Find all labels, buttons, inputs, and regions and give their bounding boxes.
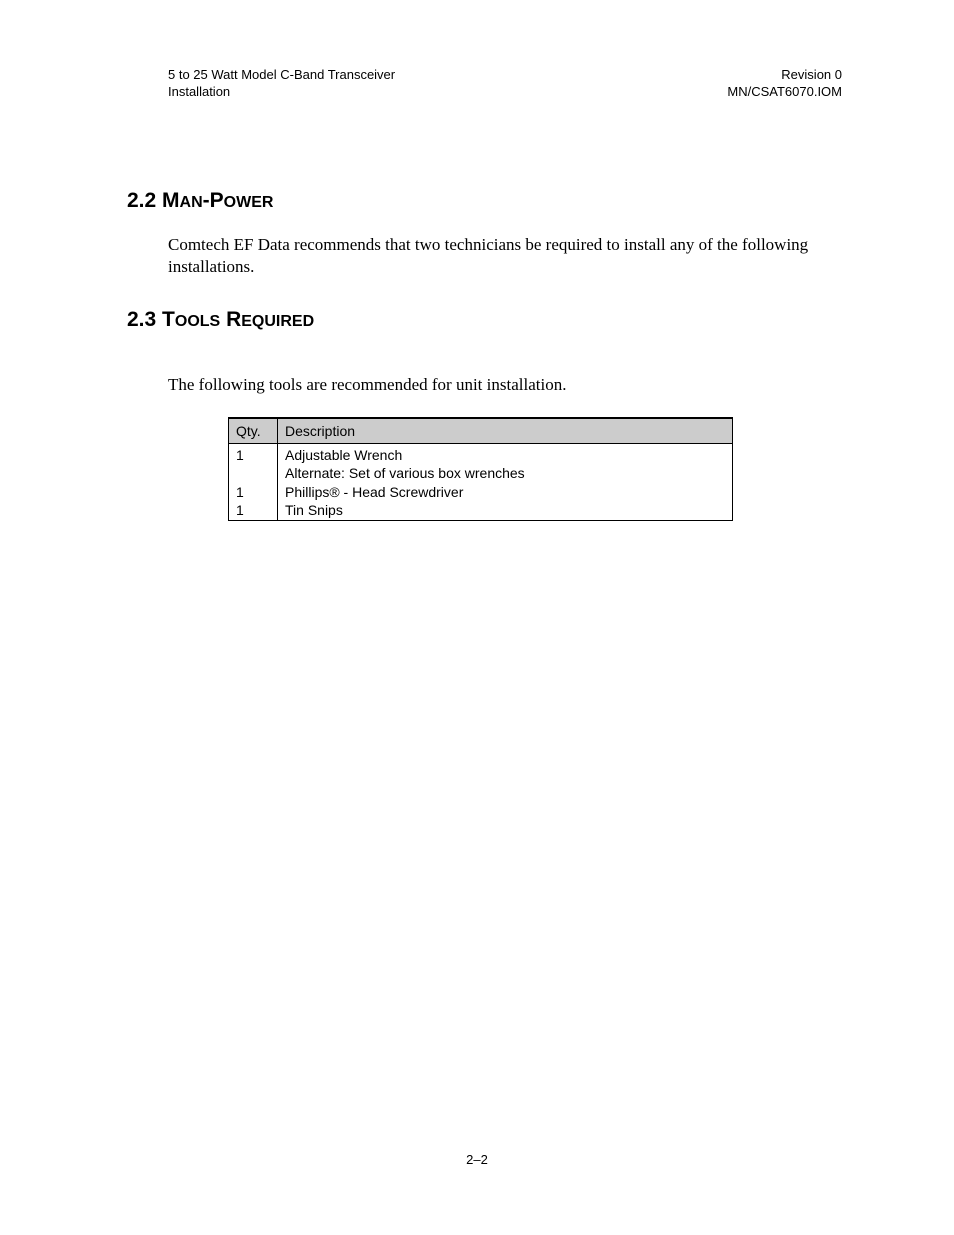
manual-title: 5 to 25 Watt Model C-Band Transceiver [168,67,396,82]
section-heading-tools-required: 2.3 TOOLS REQUIRED [127,308,315,331]
table-header-row [229,418,733,444]
qty-cell: 1 [229,501,278,521]
description-cell: Phillips® - Head Screwdriver [278,483,733,501]
table-row [229,464,733,482]
qty-column-header: Qty. [229,418,278,444]
section-number: 2.2 [127,189,157,212]
description-column-header: Description [278,418,733,444]
section-number: 2.3 [127,308,157,331]
revision-label: Revision 0 [781,67,842,82]
table-row [229,444,733,465]
description-cell: Adjustable Wrench [278,444,733,465]
table-row [229,483,733,501]
tools-table [228,417,733,521]
description-cell: Tin Snips [278,501,733,521]
qty-cell [229,464,278,482]
qty-cell: 1 [229,483,278,501]
qty-cell: 1 [229,444,278,465]
document-number: MN/CSAT6070.IOM [727,83,842,99]
table-row [229,501,733,521]
running-header-right [727,67,842,100]
description-cell: Alternate: Set of various box wrenches [278,464,733,482]
chapter-name: Installation [168,83,231,99]
running-header-left [168,67,395,100]
section-heading-man-power: 2.2 MAN-POWER [127,189,274,212]
page-number: 2–2 [466,1152,488,1167]
man-power-paragraph: Comtech EF Data recommends that two technicians be required to install any of the following installations. [168,235,809,276]
tools-intro-paragraph: The following tools are recommended for unit installation. [168,375,567,394]
